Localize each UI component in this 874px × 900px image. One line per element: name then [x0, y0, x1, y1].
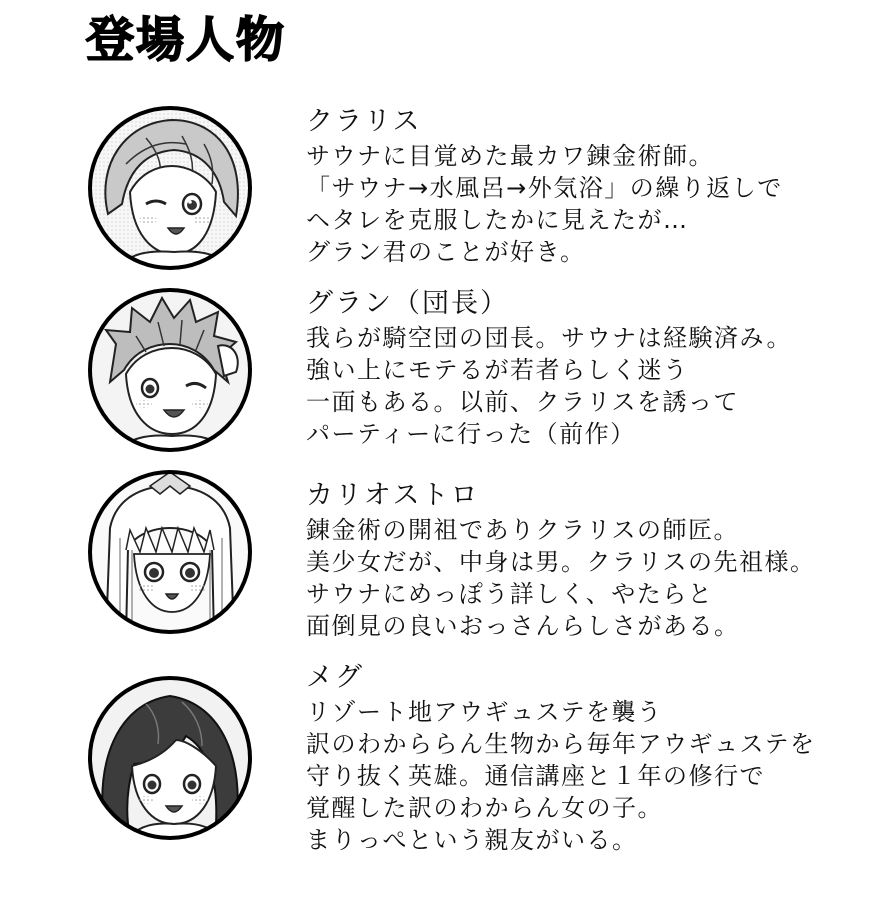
description-line: 「サウナ→水風呂→外気浴」の繰り返しで [306, 174, 783, 202]
description-line: 面倒見の良いおっさんらしさがある。 [306, 612, 740, 640]
description-line: 覚醒した訳のわからん女の子。 [306, 794, 663, 822]
description-line: 強い上にモテるが若者らしく迷う [306, 356, 689, 384]
description-line: 我らが騎空団の団長。サウナは経験済み。 [306, 324, 792, 352]
gran-text-block [306, 286, 866, 450]
cagliostro-portrait-icon [86, 468, 254, 636]
description-line: パーティーに行った（前作） [306, 420, 636, 448]
description-line: グラン君のことが好き。 [306, 238, 586, 266]
description-line: ヘタレを克服したかに見えたが… [306, 206, 689, 234]
description-line: 訳のわかららん生物から毎年アウギュステを [306, 730, 816, 758]
character-name: カリオストロ [306, 480, 480, 511]
description-line: リゾート地アウギュステを襲う [306, 698, 663, 726]
gran-portrait-icon [86, 286, 254, 454]
meg-text-block [306, 660, 866, 856]
page-title: 登場人物 [86, 12, 287, 68]
gran-portrait-drawing [86, 286, 254, 454]
description-line: サウナに目覚めた最カワ錬金術師。 [306, 142, 714, 170]
clarisse-portrait-icon [86, 104, 254, 272]
cagliostro-text-block [306, 478, 866, 642]
description-line: まりっぺという親友がいる。 [306, 826, 638, 854]
character-name: メグ [306, 662, 364, 693]
character-name: クラリス [306, 106, 422, 137]
meg-portrait-drawing [86, 674, 254, 842]
description-line: サウナにめっぽう詳しく、やたらと [306, 580, 714, 608]
description-line: 守り抜く英雄。通信講座と１年の修行で [306, 762, 765, 790]
cagliostro-portrait-drawing [86, 468, 254, 636]
description-line: 錬金術の開祖でありクラリスの師匠。 [306, 516, 740, 544]
clarisse-text-block [306, 104, 866, 268]
character-name: グラン（団長） [306, 288, 509, 319]
description-line: 美少女だが、中身は男。クラリスの先祖様。 [306, 548, 816, 576]
clarisse-portrait-drawing [86, 104, 254, 272]
meg-portrait-icon [86, 674, 254, 842]
description-line: 一面もある。以前、クラリスを誘って [306, 388, 740, 416]
